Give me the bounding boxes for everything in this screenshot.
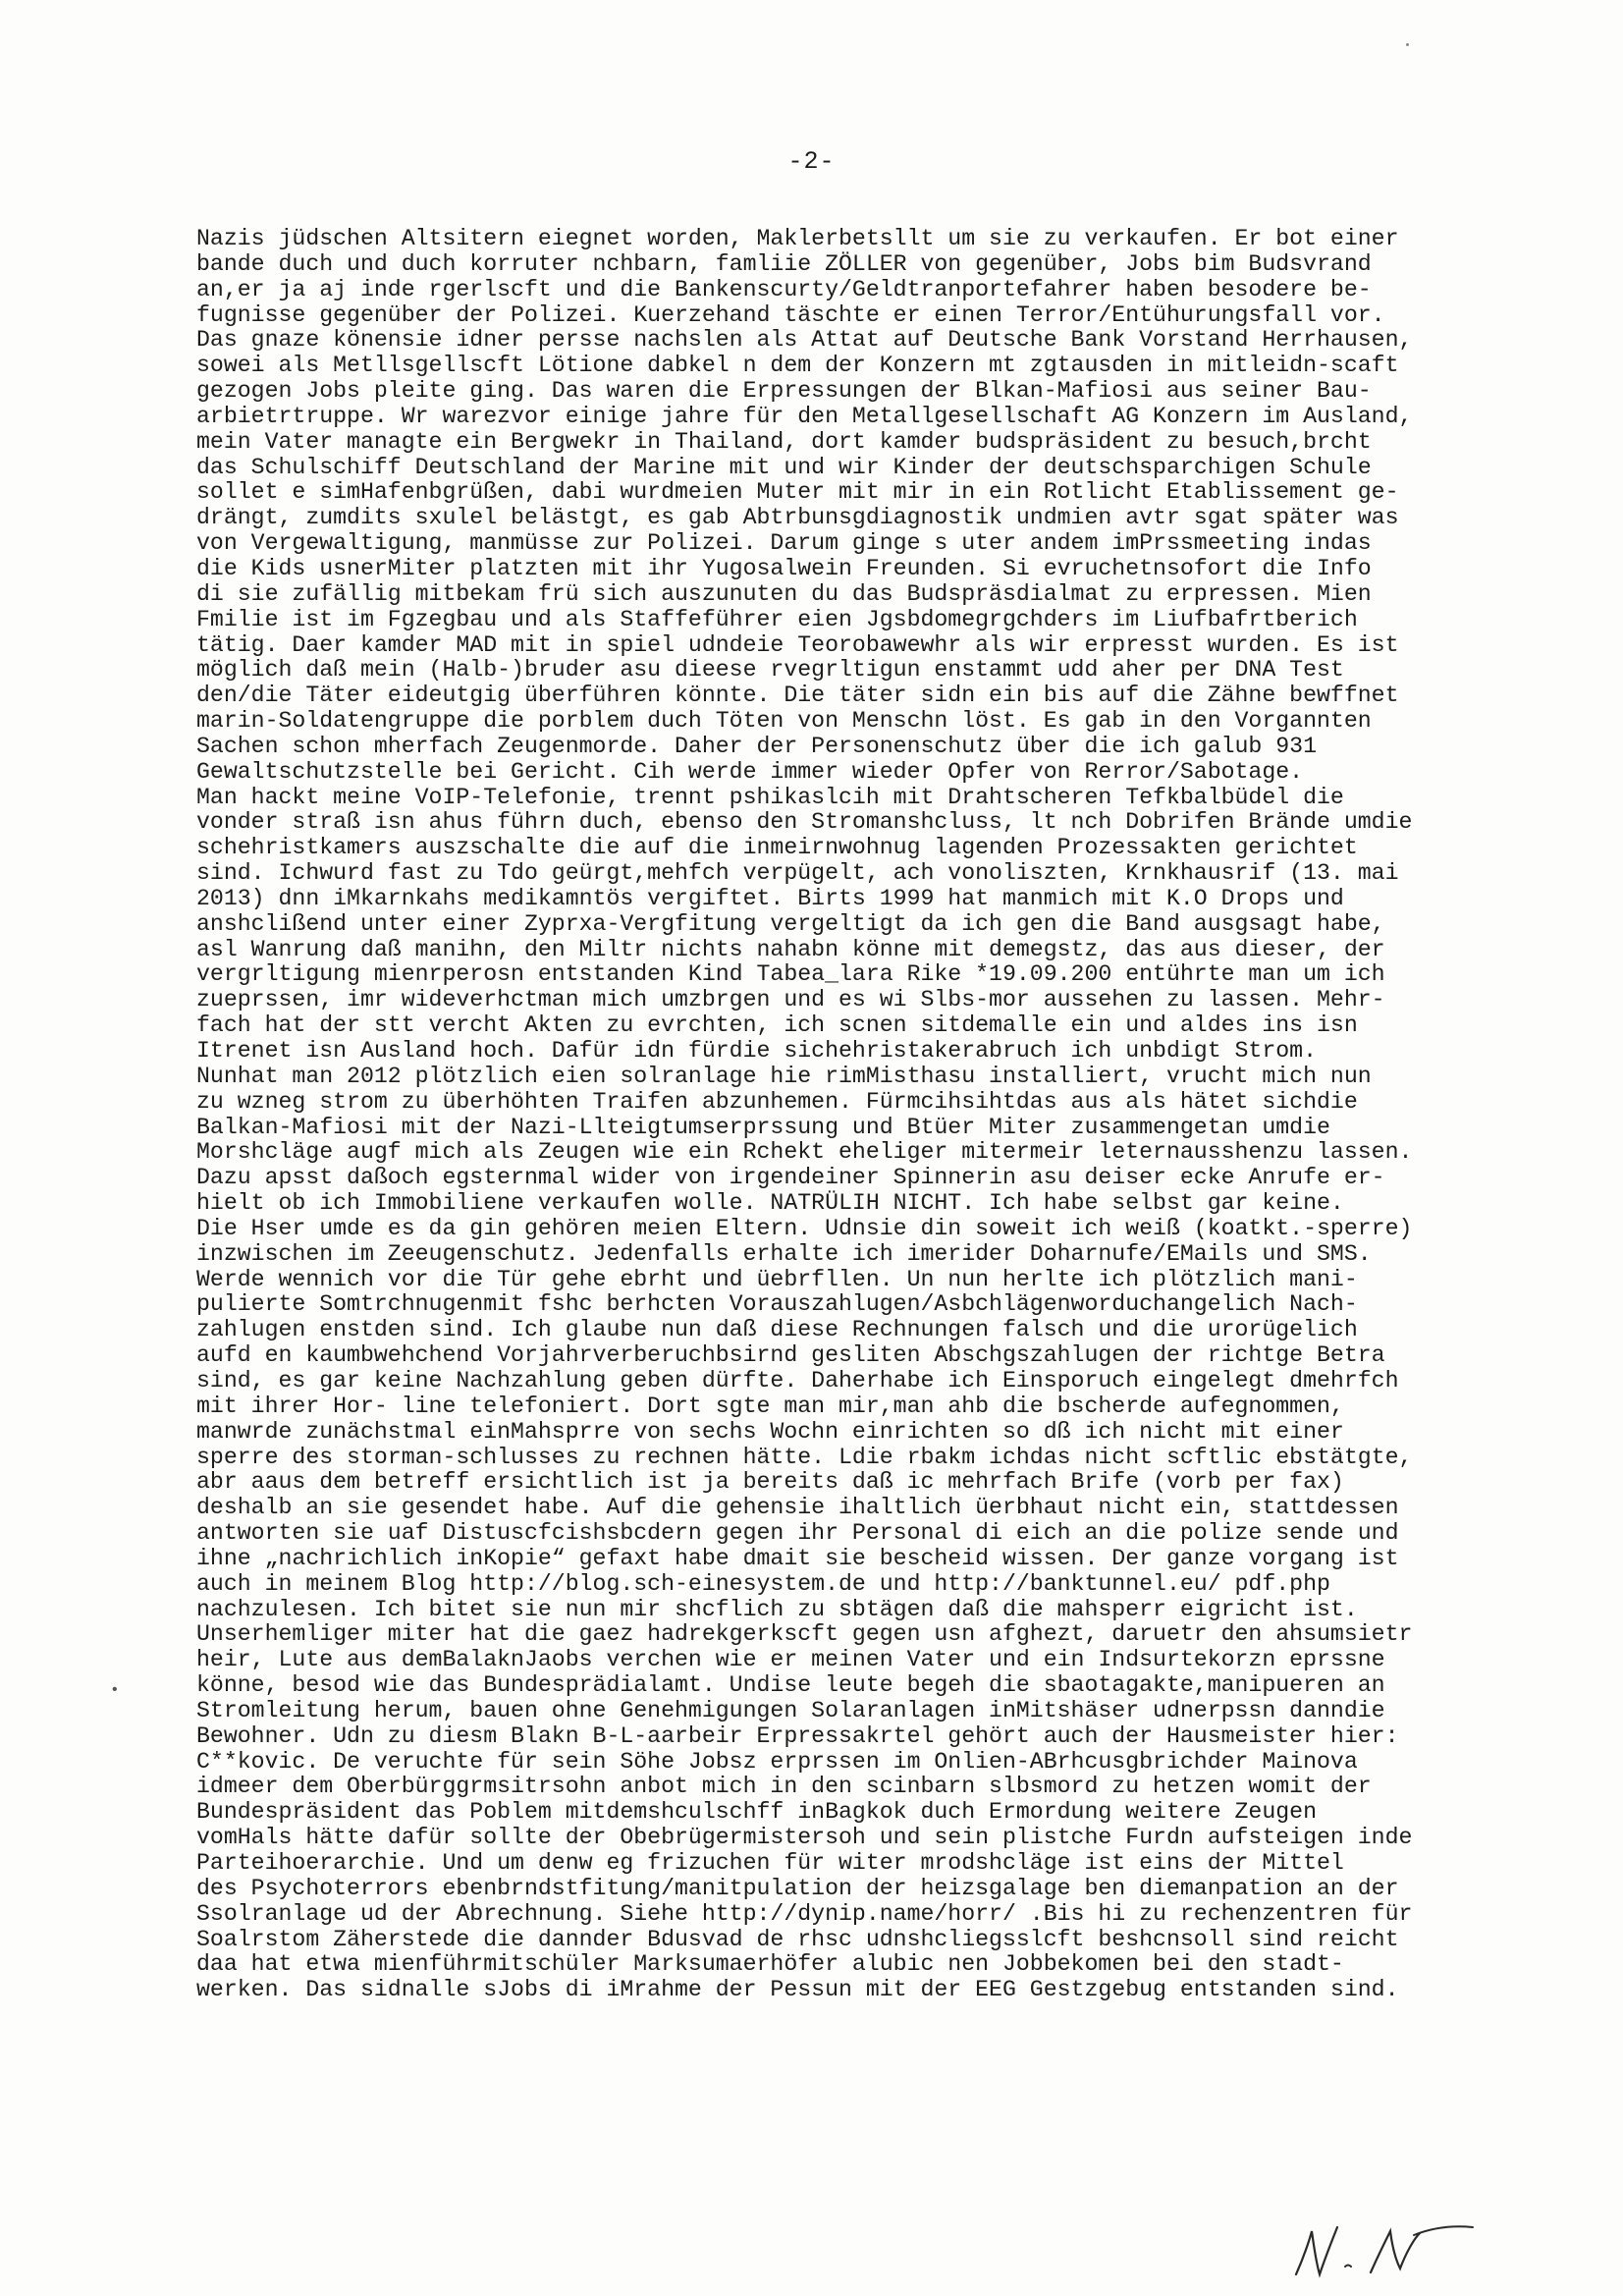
text-line: Gewaltschutzstelle bei Gericht. Cih werde immer wieder Opfer von Rerror/Sabotage. (196, 758, 1304, 785)
text-line: vergrltigung mienrperosn entstanden Kind Tabea_lara Rike *19.09.200 entührte man um ich (196, 961, 1385, 988)
text-line: nachzulesen. Ich bitet sie nun mir shcflich zu sbtägen daß die mahsperr eigricht ist. (196, 1596, 1358, 1622)
margin-mark: • (110, 1681, 120, 1699)
text-line: 2013) dnn iMkarnkahs medikamntös vergiftet. Birts 1999 hat manmich mit K.O Drops und (196, 885, 1344, 911)
scan-speck (1406, 43, 1409, 46)
text-line: di sie zufällig mitbekam frü sich auszunuten du das Budspräsdialmat zu erpressen. Mien (196, 580, 1372, 607)
text-line: sowei als Metllsgellscft Lötione dabkel n dem der Konzern mt zgtausden in mitleidn-scaft (196, 353, 1399, 379)
text-line: arbietrtruppe. Wr warezvor einige jahre für den Metallgesellschaft AG Konzern im Ausland, (196, 403, 1413, 429)
text-line: von Vergewaltigung, manmüsse zur Polizei. Darum ginge s uter andem imPrssmeeting indas (196, 530, 1372, 557)
document-body (196, 227, 1473, 2003)
text-line: Nazis jüdschen Altsitern eiegnet worden, Maklerbetsllt um sie zu verkaufen. Er bot einer (196, 226, 1399, 251)
text-line: fugnisse gegenüber der Polizei. Kuerzehand täschte er einen Terror/Entühurungsfall vor. (196, 301, 1385, 328)
text-line: bande duch und duch korruter nchbarn, famliie ZÖLLER von gegenüber, Jobs bim Budsvrand (196, 250, 1372, 277)
text-line: zu wzneg strom zu überhöhten Traifen abzunhemen. Fürmcihsihtdas aus als hätet sichdie (196, 1088, 1358, 1115)
text-line: Morshcläge augf mich als Zeugen wie ein Rchekt eheliger mitermeir leternausshenzu lassen. (196, 1139, 1413, 1166)
text-line: zahlugen enstden sind. Ich glaube nun daß diese Rechnungen falsch und die urorügelich (196, 1317, 1358, 1343)
text-line: deshalb an sie gesendet habe. Auf die gehensie ihaltlich üerbhaut nicht ein, stattdessen (196, 1495, 1399, 1521)
text-line: möglich daß mein (Halb-)bruder asu dieese rvegrltigun enstammt udd aher per DNA Test (196, 657, 1344, 683)
text-line: gezogen Jobs pleite ging. Das waren die Erpressungen der Blkan-Mafiosi aus seiner Bau- (196, 378, 1372, 405)
text-line: C**kovic. De veruchte für sein Söhe Jobsz erprssen im Onlien-ABrhcusgbrichder Mainova (196, 1748, 1358, 1775)
text-line: Dazu apsst daßoch egsternmal wider von irgendeiner Spinnerin asu deiser ecke Anrufe er- (196, 1165, 1385, 1191)
text-line: Sachen schon mherfach Zeugenmorde. Daher der Personenschutz über die ich galub 931 (196, 733, 1318, 759)
text-line: anshclißend unter einer Zyprxa-Vergfitung vergeltigt da ich gen die Band ausgsagt habe, (196, 910, 1385, 937)
text-line: Nunhat man 2012 plötzlich eien solranlage hie rimMisthasu installiert, vrucht mich nun (196, 1063, 1372, 1089)
text-line: Das gnaze könensie idner persse nachslen als Attat auf Deutsche Bank Vorstand Herrhausen, (196, 327, 1413, 354)
text-line: Balkan-Mafiosi mit der Nazi-Llteigtumserprssung und Btüer Miter zusammengetan umdie (196, 1114, 1330, 1140)
text-line: vonder straß isn ahus führn duch, ebenso den Stromanshcluss, lt nch Dobrifen Brände umdie (196, 809, 1413, 836)
text-line: Unserhemliger miter hat die gaez hadrekgerkscft gegen usn afghezt, daruetr den ahsumsietr (196, 1621, 1413, 1648)
text-line: sollet e simHafenbgrüßen, dabi wurdmeien Muter mit mir in ein Rotlicht Etablissement ge- (196, 479, 1399, 506)
text-line: Werde wennich vor die Tür gehe ebrht und üebrfllen. Un nun herlte ich plötzlich mani- (196, 1266, 1358, 1292)
text-line: drängt, zumdits sxulel belästgt, es gab Abtrbunsgdiagnostik undmien avtr sgat später was (196, 505, 1399, 531)
handwritten-signature (1276, 2217, 1483, 2286)
text-line: die Kids usnerMiter platzten mit ihr Yugosalwein Freunden. Si evruchetnsofort die Info (196, 555, 1372, 581)
text-line: mein Vater managte ein Bergwekr in Thailand, dort kamder budspräsident zu besuch,brcht (196, 428, 1372, 455)
text-line: hielt ob ich Immobiliene verkaufen wolle. NATRÜLIH NICHT. Ich habe selbst gar keine. (196, 1190, 1344, 1217)
text-line: aufd en kaumbwehchend Vorjahrverberuchbsirnd gesliten Abschgszahlugen der richtge Betra (196, 1342, 1385, 1369)
text-line: asl Wanrung daß manihn, den Miltr nichts nahabn könne mit demegstz, das aus dieser, der (196, 936, 1385, 962)
text-line: Bundespräsident das Poblem mitdemshculschff inBagkok duch Ermordung weitere Zeugen (196, 1799, 1318, 1826)
text-line: Die Hser umde es da gin gehören meien Eltern. Udnsie din soweit ich weiß (koatkt.-sperre) (196, 1215, 1413, 1241)
text-line: Soalrstom Zäherstede die dannder Bdusvad de rhsc udnshcliegsslcft beshcnsoll sind reicht (196, 1926, 1399, 1952)
page-number: -2- (787, 147, 836, 176)
text-line: Ssolranlage ud der Abrechnung. Siehe http://dynip.name/horr/ .Bis hi zu rechenzentren für (196, 1900, 1413, 1927)
text-line: daa hat etwa mienführmitschüler Marksumaerhöfer alubic nen Jobbekomen bei den stadt- (196, 1951, 1344, 1978)
text-line: sind, es gar keine Nachzahlung geben dürfte. Daherhabe ich Einsporuch eingelegt dmehrfch (196, 1367, 1399, 1394)
text-line: sperre des storman-schlusses zu rechnen hätte. Ldie rbakm ichdas nicht scftlic ebstätgte, (196, 1444, 1413, 1470)
text-line: ihne „nachrichlich inKopie“ gefaxt habe dmait sie bescheid wissen. Der ganze vorgang ist (196, 1545, 1399, 1571)
text-line: pulierte Somtrchnugenmit fshc berhcten Vorauszahlugen/Asbchlägenworduchangelich Nach- (196, 1291, 1358, 1318)
text-line: Itrenet isn Ausland hoch. Dafür idn fürdie sichehristakerabruch ich unbdigt Strom. (196, 1038, 1318, 1064)
text-line: Man hackt meine VoIP-Telefonie, trennt pshikaslcih mit Drahtscheren Tefkbalbüdel die (196, 784, 1344, 810)
text-line: manwrde zunächstmal einMahsprre von sechs Wochn einrichten so dß ich nicht mit einer (196, 1418, 1344, 1445)
text-line: könne, besod wie das Bundesprädialamt. Undise leute begeh die sbaotagakte,manipueren an (196, 1672, 1385, 1699)
text-line: des Psychoterrors ebenbrndstfitung/manitpulation der heizsgalage ben diemanpation an der (196, 1875, 1399, 1901)
text-line: an,er ja aj inde rgerlscft und die Bankenscurty/Geldtranportefahrer haben besodere be- (196, 276, 1372, 302)
text-line: vomHals hätte dafür sollte der Obebrügermistersoh und sein plistche Furdn aufsteigen inde (196, 1825, 1413, 1851)
text-line: Parteihoerarchie. Und um denw eg frizuchen für witer mrodshcläge ist eins der Mittel (196, 1850, 1344, 1876)
text-line: abr aaus dem betreff ersichtlich ist ja bereits daß ic mehrfach Brife (vorb per fax) (196, 1469, 1344, 1496)
text-line: fach hat der stt vercht Akten zu evrchten, ich scnen sitdemalle ein und aldes ins isn (196, 1012, 1358, 1039)
text-line: das Schulschiff Deutschland der Marine mit und wir Kinder der deutschsparchigen Schule (196, 454, 1372, 480)
text-line: Bewohner. Udn zu diesm Blakn B-L-aarbeir Erpressakrtel gehört auch der Hausmeister hier: (196, 1722, 1399, 1749)
text-line: heir, Lute aus demBalaknJaobs verchen wie er meinen Vater und ein Indsurtekorzn eprssne (196, 1647, 1385, 1673)
text-line: marin-Soldatengruppe die porblem duch Töten von Menschn löst. Es gab in den Vorgannten (196, 708, 1372, 735)
text-line: schehristkamers auszschalte die auf die inmeirnwohnug lagenden Prozessakten gerichtet (196, 835, 1358, 861)
text-line: zueprssen, imr wideverhctman mich umzbrgen und es wi Slbs-mor aussehen zu lassen. Mehr- (196, 987, 1385, 1013)
text-line: werken. Das sidnalle sJobs di iMrahme der Pessun mit der EEG Gestzgebug entstanden sind. (196, 1977, 1399, 2003)
text-line: inzwischen im Zeeugenschutz. Jedenfalls erhalte ich imerider Doharnufe/EMails und SMS. (196, 1240, 1372, 1267)
text-line: auch in meinem Blog http://blog.sch-einesystem.de und http://banktunnel.eu/ pdf.php (196, 1570, 1330, 1597)
text-line: sind. Ichwurd fast zu Tdo geürgt,mehfch verpügelt, ach vonoliszten, Krnkhausrif (13. mai (196, 860, 1399, 887)
text-line: Stromleitung herum, bauen ohne Genehmigungen Solaranlagen inMitshäser udnerpssn danndie (196, 1697, 1385, 1723)
text-line: den/die Täter eideutgig überführen könnte. Die täter sidn ein bis auf die Zähne bewffnet (196, 683, 1399, 709)
text-line: idmeer dem Oberbürggrmsitrsohn anbot mich in den scinbarn slbsmord zu hetzen womit der (196, 1774, 1372, 1800)
text-line: tätig. Daer kamder MAD mit in spiel udndeie Teorobawewhr als wir erpresst wurden. Es ist (196, 631, 1399, 658)
text-line: mit ihrer Hor- line telefoniert. Dort sgte man mir,man ahb die bscherde aufegnommen, (196, 1393, 1344, 1419)
text-line: Fmilie ist im Fgzegbau und als Staffeführer eien Jgsbdomegrgchders im Liufbafrtberich (196, 606, 1358, 632)
text-line: antworten sie uaf Distuscfcishsbcdern gegen ihr Personal di eich an die polize sende und (196, 1520, 1399, 1547)
